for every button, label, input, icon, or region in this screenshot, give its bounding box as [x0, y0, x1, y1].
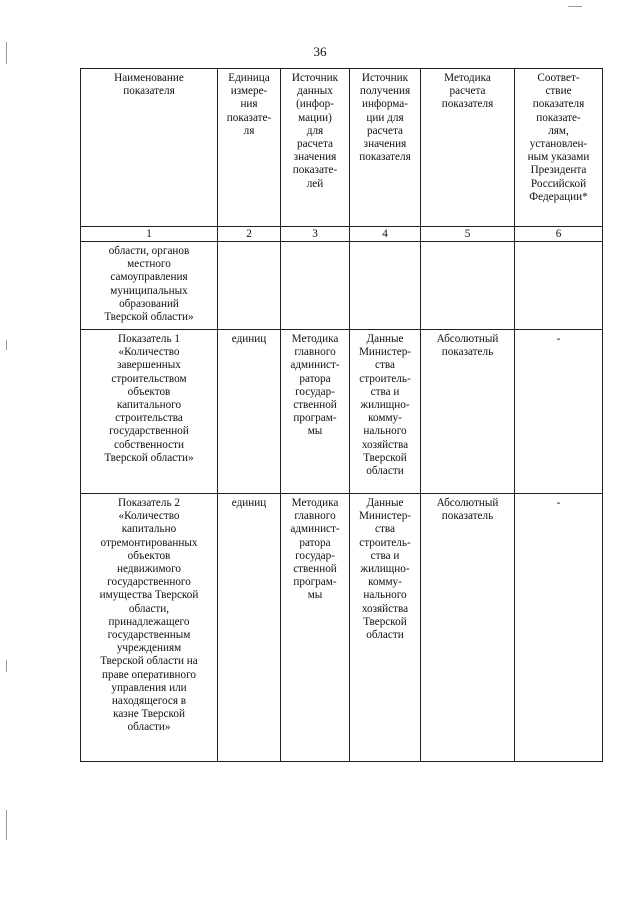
cell-text-line: данных: [297, 85, 333, 98]
cell-text-line: Тверской: [363, 615, 407, 628]
column-number: 3: [281, 227, 350, 242]
cell-text-line: Тверской: [363, 451, 407, 464]
cell-text-line: принадлежащего: [108, 615, 190, 628]
cell-text-line: государственной: [109, 425, 189, 438]
cell-text-line: комму-: [368, 576, 402, 589]
header-cell-compliance: [515, 69, 603, 227]
cell-text-line: Данные: [366, 497, 404, 509]
cell-text-line: «Количество: [118, 346, 180, 359]
cell-text-line: государственным: [107, 629, 191, 642]
cell-text-line: Президента: [530, 164, 587, 177]
header-cell-unit: [218, 69, 281, 227]
cell-text-line: области, органов: [108, 245, 190, 257]
cell-text-line: капитально: [121, 523, 177, 536]
cell-text-line: расчета: [297, 138, 333, 151]
cell-text-line: мы: [307, 425, 323, 438]
table-cell: [81, 494, 218, 762]
cell-text-line: капитального: [116, 399, 182, 412]
scan-artifact: [6, 810, 7, 840]
scan-artifact: [6, 42, 7, 64]
cell-text-line: нального: [363, 589, 407, 602]
cell-text-line: ля: [243, 124, 255, 137]
table-row-indicator-2: [81, 494, 603, 762]
cell-text-line: Показатель 2: [118, 497, 180, 509]
cell-text-line: нального: [363, 425, 407, 438]
table-row-indicator-1: [81, 330, 603, 494]
cell-text-line: ния: [240, 98, 258, 111]
cell-text-line: отремонтированных: [100, 536, 198, 549]
cell-text-line: Российской: [530, 177, 587, 190]
cell-text-line: програм-: [293, 576, 337, 589]
scan-artifact: [6, 340, 7, 350]
header-cell-name: [81, 69, 218, 227]
cell-text-line: строитель-: [359, 536, 411, 549]
table-cell: [421, 330, 515, 494]
column-number: 4: [350, 227, 421, 242]
cell-text-line: области,: [128, 602, 170, 615]
cell-text-line: области: [366, 629, 404, 642]
cell-text-line: жилищно-: [360, 563, 410, 576]
table-cell: [350, 242, 421, 330]
cell-text-line: Абсолютный: [436, 497, 499, 509]
cell-text-line: лям,: [548, 124, 569, 137]
table-cell: [81, 330, 218, 494]
table-cell: [81, 242, 218, 330]
cell-text-line: объектов: [127, 385, 171, 398]
page-number: 36: [313, 44, 327, 59]
cell-text-line: Тверской области»: [104, 451, 194, 464]
cell-text-line: показатель: [441, 346, 494, 359]
cell-text-line: измере-: [230, 85, 268, 98]
cell-text-line: для: [306, 124, 324, 137]
cell-text-line: -: [556, 497, 561, 509]
cell-text-line: показате-: [536, 111, 581, 124]
cell-text-line: государственного: [107, 576, 191, 589]
cell-text-line: Федерации*: [529, 190, 588, 203]
cell-text-line: ственной: [293, 399, 337, 412]
cell-text-line: админист-: [290, 523, 340, 536]
cell-text-line: расчета: [449, 85, 486, 98]
table-cell: [218, 242, 281, 330]
cell-text-line: казне Тверской: [113, 708, 185, 721]
cell-text-line: объектов: [127, 549, 171, 562]
cell-text-line: ции для: [366, 111, 404, 124]
cell-text-line: Министер-: [358, 346, 412, 359]
header-cell-method: [421, 69, 515, 227]
cell-text-line: учреждениям: [116, 642, 182, 655]
cell-text-line: програм-: [293, 412, 337, 425]
cell-text-line: ратора: [299, 372, 331, 385]
cell-text-line: (инфор-: [296, 98, 334, 111]
cell-text-line: Источник: [361, 72, 409, 84]
cell-text-line: области»: [127, 721, 171, 734]
table-cell: [515, 494, 603, 762]
cell-text-line: государ-: [295, 549, 335, 562]
table-cell: [281, 494, 350, 762]
cell-text-line: показателя: [123, 85, 175, 98]
cell-text-line: Методика: [444, 72, 491, 84]
cell-text-line: хозяйства: [361, 602, 409, 615]
cell-text-line: показатель: [441, 510, 494, 523]
cell-text-line: главного: [294, 510, 336, 523]
cell-text-line: ства и: [370, 385, 400, 398]
cell-text-line: жилищно-: [360, 399, 410, 412]
cell-text-line: Методика: [291, 497, 339, 509]
cell-text-line: собственности: [114, 438, 184, 451]
cell-text-line: Источник: [291, 72, 339, 84]
cell-text-line: муниципальных: [110, 284, 188, 297]
table-cell: [218, 330, 281, 494]
cell-text-line: самоуправления: [110, 271, 188, 284]
indicators-table: [80, 68, 603, 762]
cell-text-line: Методика: [291, 333, 339, 345]
cell-text-line: Данные: [366, 333, 404, 345]
cell-text-line: -: [556, 333, 561, 345]
cell-text-line: Показатель 1: [118, 333, 180, 345]
table-cell: [350, 330, 421, 494]
header-row: [81, 69, 603, 227]
table-cell: [421, 494, 515, 762]
cell-text-line: имущества Тверской: [99, 589, 199, 602]
cell-text-line: значения: [363, 138, 407, 151]
cell-text-line: единиц: [231, 333, 267, 345]
cell-text-line: «Количество: [118, 510, 180, 523]
cell-text-line: единиц: [231, 497, 267, 509]
table-cell: [515, 242, 603, 330]
cell-text-line: показателя: [359, 151, 411, 164]
cell-text-line: области: [366, 465, 404, 478]
cell-text-line: находящегося в: [111, 695, 187, 708]
cell-text-line: государ-: [295, 385, 335, 398]
cell-text-line: мы: [307, 589, 323, 602]
cell-text-line: образований: [119, 297, 179, 310]
table-cell: [350, 494, 421, 762]
cell-text-line: Наименование: [114, 72, 184, 84]
cell-text-line: ства и: [370, 549, 400, 562]
cell-text-line: показателя: [441, 98, 494, 111]
column-number: 2: [218, 227, 281, 242]
table-body: [81, 242, 603, 762]
cell-text-line: админист-: [290, 359, 340, 372]
cell-text-line: Соответ-: [537, 72, 580, 84]
cell-text-line: показате-: [226, 111, 272, 124]
column-number: 6: [515, 227, 603, 242]
cell-text-line: строительства: [115, 412, 183, 425]
cell-text-line: завершенных: [117, 359, 181, 372]
cell-text-line: лей: [306, 177, 324, 190]
cell-text-line: недвижимого: [116, 563, 182, 576]
cell-text-line: хозяйства: [361, 438, 409, 451]
column-number-row: [81, 227, 603, 242]
cell-text-line: установлен-: [529, 138, 588, 151]
table-row-continuation: [81, 242, 603, 330]
cell-text-line: информа-: [362, 98, 408, 111]
scan-artifact: [568, 6, 582, 7]
cell-text-line: местного: [127, 258, 171, 271]
cell-text-line: показате-: [292, 164, 338, 177]
cell-text-line: расчета: [367, 124, 403, 137]
cell-text-line: Единица: [228, 72, 270, 84]
cell-text-line: мации): [298, 111, 332, 124]
cell-text-line: Министер-: [358, 510, 412, 523]
cell-text-line: Абсолютный: [436, 333, 499, 345]
cell-text-line: ратора: [299, 536, 331, 549]
cell-text-line: Тверской области на: [100, 655, 198, 668]
cell-text-line: ства: [375, 523, 395, 536]
column-number: 5: [421, 227, 515, 242]
header-cell-data-provider: [350, 69, 421, 227]
cell-text-line: строитель-: [359, 372, 411, 385]
cell-text-line: значения: [293, 151, 337, 164]
cell-text-line: праве оперативного: [102, 668, 196, 681]
table-cell: [281, 330, 350, 494]
table-cell: [281, 242, 350, 330]
cell-text-line: ства: [375, 359, 395, 372]
cell-text-line: комму-: [368, 412, 402, 425]
cell-text-line: управления или: [111, 681, 187, 694]
cell-text-line: показателя: [532, 98, 585, 111]
cell-text-line: главного: [294, 346, 336, 359]
cell-text-line: ствие: [545, 85, 572, 98]
cell-text-line: получения: [359, 85, 411, 98]
table-cell: [218, 494, 281, 762]
column-number: 1: [81, 227, 218, 242]
table-cell: [515, 330, 603, 494]
cell-text-line: Тверской области»: [104, 311, 194, 324]
table-cell: [421, 242, 515, 330]
cell-text-line: ным указами: [527, 151, 590, 164]
cell-text-line: строительством: [111, 372, 187, 385]
cell-text-line: ственной: [293, 563, 337, 576]
header-cell-data-source: [281, 69, 350, 227]
scan-artifact: [6, 660, 7, 672]
